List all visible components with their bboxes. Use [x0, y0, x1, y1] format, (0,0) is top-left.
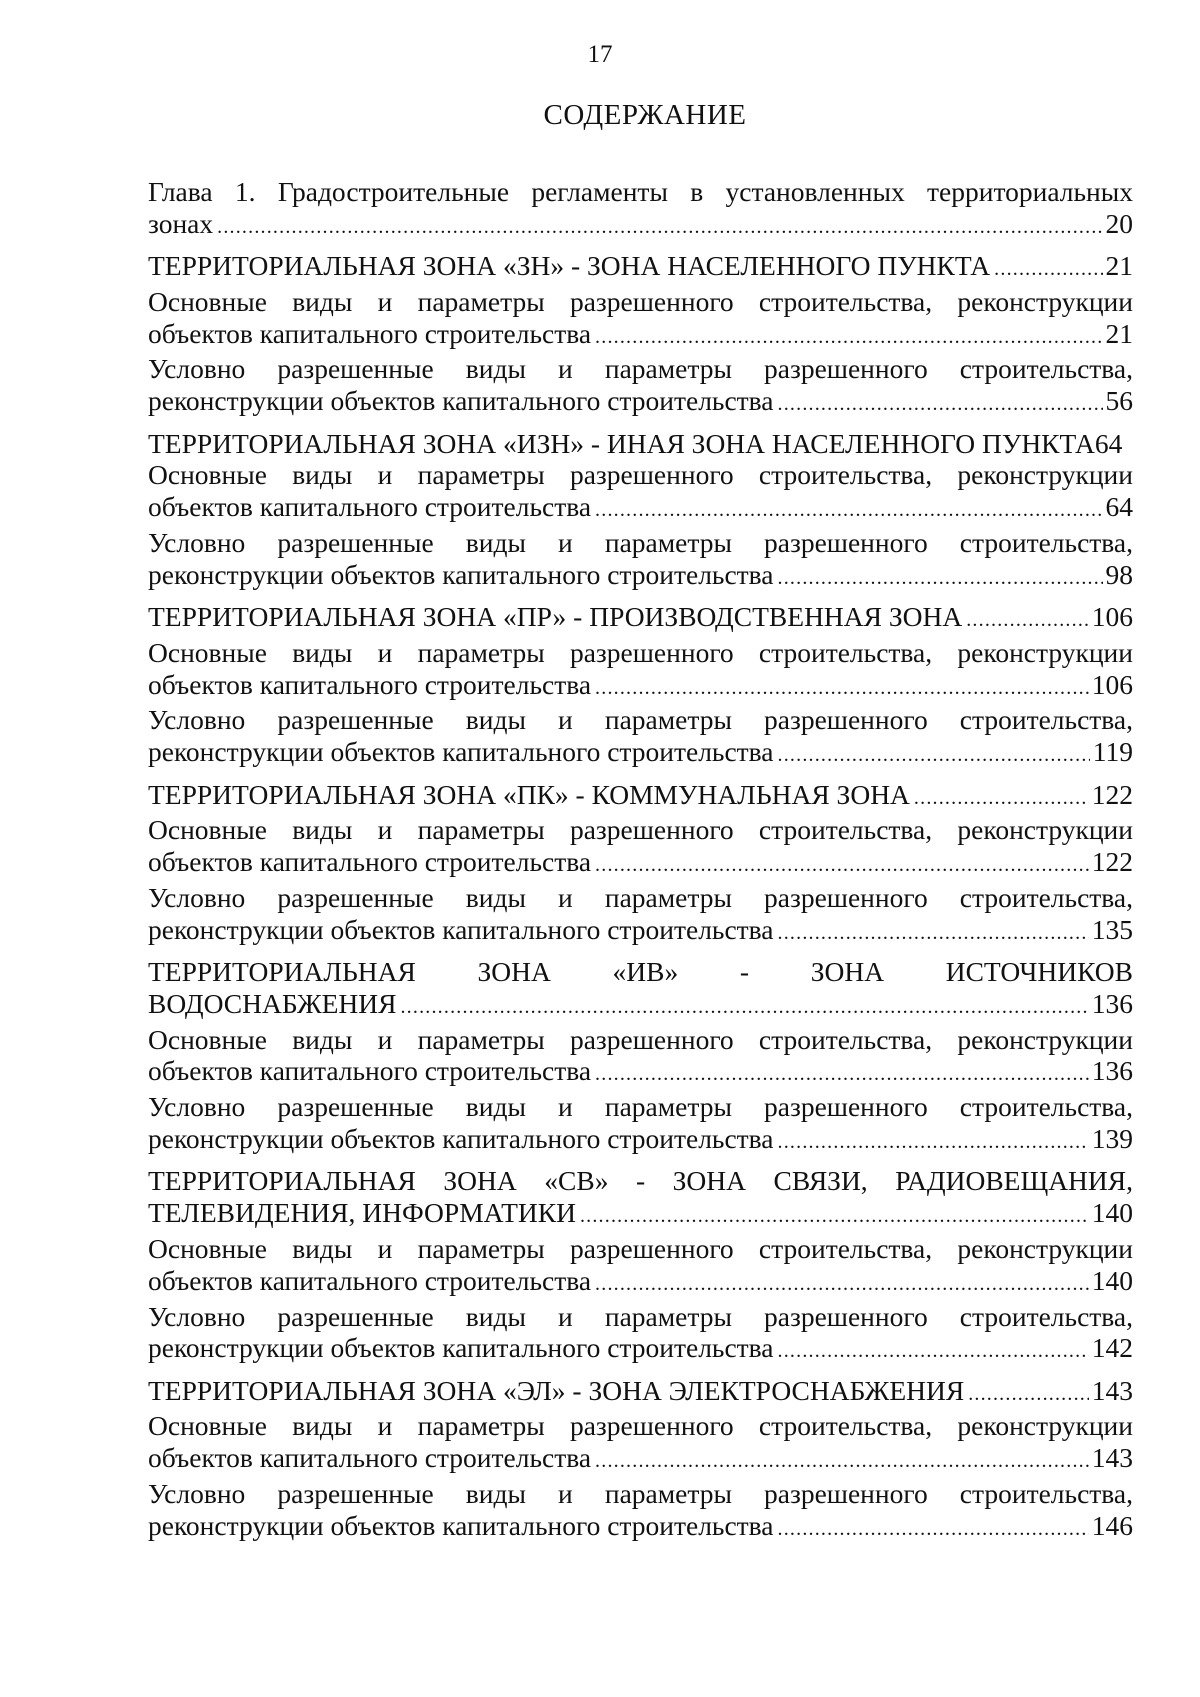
- toc-entry-sub[interactable]: [148, 704, 1133, 772]
- leader-dots: [914, 783, 1089, 815]
- leader-dots: [580, 1201, 1089, 1233]
- toc-entry-title: ТЕРРИТОРИАЛЬНАЯ ЗОНА «ЗН» - ЗОНА НАСЕЛЕННОГО ПУНКТА: [148, 250, 991, 282]
- toc-page-number: 140: [1091, 1197, 1133, 1229]
- toc-entry-zone[interactable]: [148, 428, 1133, 460]
- toc-page-number: 106: [1091, 601, 1133, 633]
- toc-entry-title-line: ТЕРРИТОРИАЛЬНАЯ ЗОНА «ИВ» - ЗОНА ИСТОЧНИКОВ: [148, 956, 1133, 988]
- toc-page-number: 106: [1091, 668, 1133, 700]
- toc-page-number: 64: [1094, 427, 1123, 459]
- toc-entry-zone[interactable]: [148, 601, 1133, 637]
- toc-page-number: 122: [1091, 778, 1133, 810]
- toc-entry-title: зонах: [148, 207, 214, 239]
- toc-entry-title: реконструкции объектов капитального строительства: [148, 1123, 774, 1155]
- toc-entry-title: объектов капитального строительства: [148, 1264, 592, 1296]
- toc-entry-zone[interactable]: [148, 250, 1133, 286]
- leader-dots: [595, 850, 1089, 882]
- toc-entry-title-line: Основные виды и параметры разрешенного строительства, реконструкции: [148, 1410, 1133, 1442]
- toc-entry-sub[interactable]: [148, 1410, 1133, 1478]
- toc-entry-title-line: Основные виды и параметры разрешенного строительства, реконструкции: [148, 285, 1133, 317]
- toc-page-number: 21: [1105, 250, 1133, 282]
- toc-entry-title-line: Основные виды и параметры разрешенного строительства, реконструкции: [148, 1232, 1133, 1264]
- toc-entry-sub[interactable]: [148, 353, 1133, 421]
- toc-page-number: 142: [1091, 1332, 1133, 1364]
- toc-page-number: 140: [1091, 1264, 1133, 1296]
- leader-dots: [400, 992, 1088, 1024]
- toc-page-number: 20: [1105, 207, 1133, 239]
- toc-entry-sub[interactable]: [148, 459, 1133, 527]
- toc-entry-title-line: Условно разрешенные виды и параметры разрешенного строительства,: [148, 704, 1133, 736]
- leader-dots: [778, 563, 1103, 595]
- toc-entry-zone[interactable]: [148, 779, 1133, 815]
- leader-dots: [778, 740, 1090, 772]
- toc-entry-title: объектов капитального строительства: [148, 846, 592, 878]
- toc-entry-chapter[interactable]: [148, 176, 1133, 244]
- toc-page-number: 136: [1091, 1055, 1133, 1087]
- toc-page-number: 143: [1091, 1374, 1133, 1406]
- leader-dots: [217, 212, 1102, 244]
- leader-dots: [595, 1446, 1089, 1478]
- toc-entry-title-line: Условно разрешенные виды и параметры разрешенного строительства,: [148, 881, 1133, 913]
- leader-dots: [595, 1269, 1089, 1301]
- leader-dots: [778, 918, 1089, 950]
- leader-dots: [968, 1379, 1089, 1411]
- toc-entry-title: реконструкции объектов капитального строительства: [148, 385, 774, 417]
- toc-entry-title-line: Основные виды и параметры разрешенного строительства, реконструкции: [148, 459, 1133, 491]
- toc-page-number: 21: [1105, 317, 1133, 349]
- leader-dots: [966, 605, 1089, 637]
- toc-entry-title-line: Условно разрешенные виды и параметры разрешенного строительства,: [148, 526, 1133, 558]
- leader-dots: [595, 673, 1089, 705]
- leader-dots: [778, 389, 1103, 421]
- toc-entry-title: реконструкции объектов капитального строительства: [148, 1332, 774, 1364]
- toc-entry-title: ТЕРРИТОРИАЛЬНАЯ ЗОНА «ЭЛ» - ЗОНА ЭЛЕКТРОСНАБЖЕНИЯ: [148, 1374, 965, 1406]
- leader-dots: [778, 1514, 1089, 1546]
- toc-entry-title-line: Основные виды и параметры разрешенного строительства, реконструкции: [148, 814, 1133, 846]
- toc-entry-title: реконструкции объектов капитального строительства: [148, 558, 774, 590]
- toc-entry-sub[interactable]: [148, 814, 1133, 882]
- toc-page-number: 143: [1091, 1442, 1133, 1474]
- toc-page-number: 56: [1105, 385, 1133, 417]
- toc-entry-title: объектов капитального строительства: [148, 668, 592, 700]
- leader-dots: [994, 254, 1102, 286]
- toc-entry-title: ТЕЛЕВИДЕНИЯ, ИНФОРМАТИКИ: [148, 1197, 576, 1229]
- toc-entry-title: объектов капитального строительства: [148, 491, 592, 523]
- toc-entry-title-line: Основные виды и параметры разрешенного строительства, реконструкции: [148, 636, 1133, 668]
- toc-page-number: 64: [1105, 491, 1133, 523]
- toc-page-number: 122: [1091, 846, 1133, 878]
- leader-dots: [595, 322, 1102, 354]
- toc-entry-sub[interactable]: [148, 1301, 1133, 1369]
- toc-entry-title: реконструкции объектов капитального строительства: [148, 736, 774, 768]
- toc-entry-zone[interactable]: [148, 1165, 1133, 1233]
- toc-entry-title: ТЕРРИТОРИАЛЬНАЯ ЗОНА «ПК» - КОММУНАЛЬНАЯ ЗОНА: [148, 778, 910, 810]
- leader-dots: [778, 1127, 1089, 1159]
- leader-dots: [595, 495, 1102, 527]
- table-of-contents: [148, 176, 1133, 1546]
- toc-entry-title-line: Условно разрешенные виды и параметры разрешенного строительства,: [148, 353, 1133, 385]
- toc-page-number: 98: [1105, 558, 1133, 590]
- toc-entry-title: ВОДОСНАБЖЕНИЯ: [148, 987, 397, 1019]
- toc-entry-sub[interactable]: [148, 1478, 1133, 1546]
- leader-dots: [595, 1059, 1089, 1091]
- toc-entry-title: реконструкции объектов капитального строительства: [148, 913, 774, 945]
- toc-entry-title: объектов капитального строительства: [148, 1055, 592, 1087]
- toc-entry-title: объектов капитального строительства: [148, 317, 592, 349]
- toc-entry-title-line: Условно разрешенные виды и параметры разрешенного строительства,: [148, 1091, 1133, 1123]
- toc-entry-title-line: Основные виды и параметры разрешенного строительства, реконструкции: [148, 1023, 1133, 1055]
- toc-entry-title-line: Условно разрешенные виды и параметры разрешенного строительства,: [148, 1300, 1133, 1332]
- toc-page-number: 146: [1091, 1509, 1133, 1541]
- toc-page-number: 119: [1092, 736, 1133, 768]
- toc-entry-title: ТЕРРИТОРИАЛЬНАЯ ЗОНА «ИЗН» - ИНАЯ ЗОНА НАСЕЛЕННОГО ПУНКТА: [148, 427, 1095, 459]
- toc-entry-sub[interactable]: [148, 527, 1133, 595]
- toc-entry-title: реконструкции объектов капитального строительства: [148, 1509, 774, 1541]
- toc-entry-sub[interactable]: [148, 1024, 1133, 1092]
- page-title: СОДЕРЖАНИЕ: [543, 99, 747, 131]
- leader-dots: [778, 1336, 1089, 1368]
- toc-page-number: 136: [1091, 987, 1133, 1019]
- toc-entry-sub[interactable]: [148, 1233, 1133, 1301]
- toc-page-number: 139: [1091, 1123, 1133, 1155]
- toc-entry-title-line: Глава 1. Градостроительные регламенты в установленных территориальных: [148, 176, 1133, 207]
- toc-entry-sub[interactable]: [148, 286, 1133, 354]
- toc-entry-title: объектов капитального строительства: [148, 1442, 592, 1474]
- page-number: 17: [587, 41, 613, 68]
- toc-entry-title-line: Условно разрешенные виды и параметры разрешенного строительства,: [148, 1477, 1133, 1509]
- toc-entry-zone[interactable]: [148, 956, 1133, 1024]
- toc-page-number: 135: [1091, 913, 1133, 945]
- toc-entry-title: ТЕРРИТОРИАЛЬНАЯ ЗОНА «ПР» - ПРОИЗВОДСТВЕННАЯ ЗОНА: [148, 601, 963, 633]
- toc-entry-sub[interactable]: [148, 637, 1133, 705]
- toc-entry-title-line: ТЕРРИТОРИАЛЬНАЯ ЗОНА «СВ» - ЗОНА СВЯЗИ, РАДИОВЕЩАНИЯ,: [148, 1165, 1133, 1197]
- toc-entry-zone[interactable]: [148, 1375, 1133, 1411]
- toc-entry-sub[interactable]: [148, 882, 1133, 950]
- toc-entry-sub[interactable]: [148, 1091, 1133, 1159]
